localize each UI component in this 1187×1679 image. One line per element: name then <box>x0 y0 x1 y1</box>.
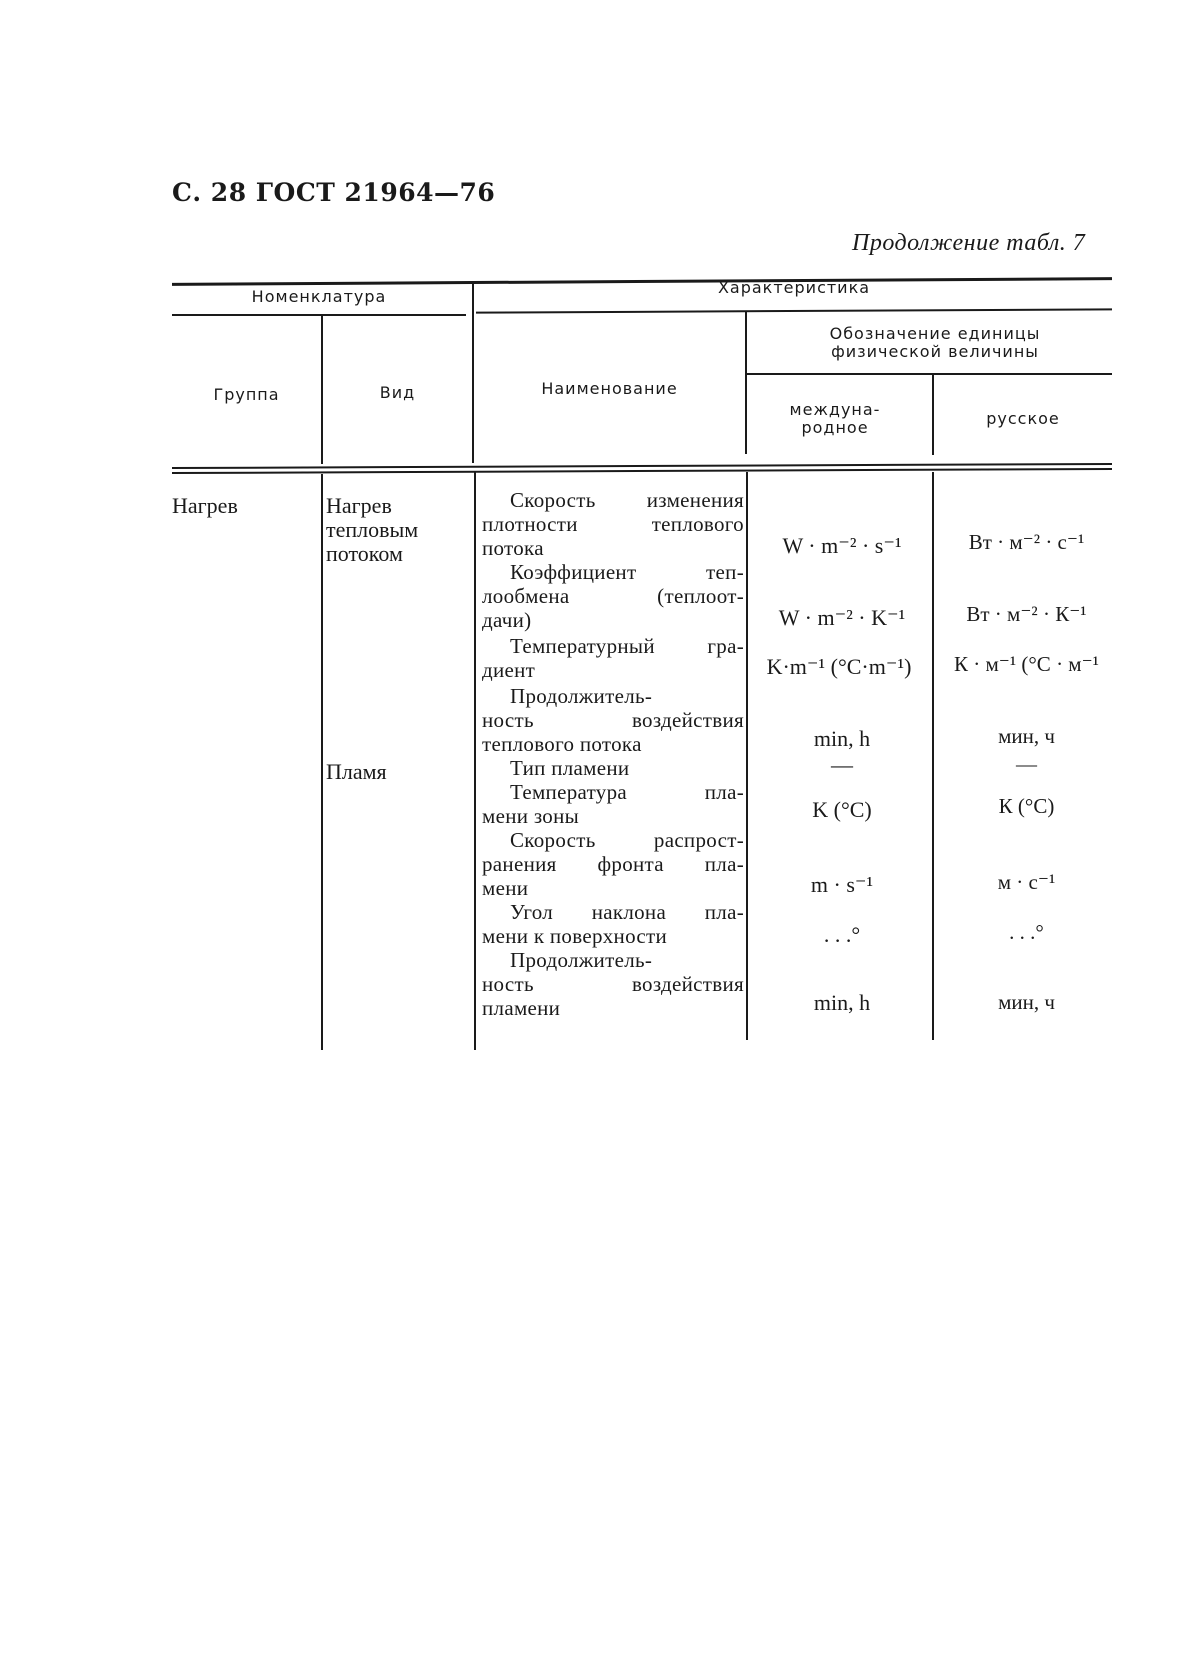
row-intl-7: m · s⁻¹ <box>810 872 874 897</box>
row-intl-8: . . .° <box>823 922 861 947</box>
nomenclature-rule <box>172 314 466 316</box>
group-heating: Нагрев <box>172 493 238 518</box>
row-name-3: Температурный гра- диент <box>482 634 744 682</box>
col-divider-2-body <box>474 472 476 1050</box>
row-rus-4: мин, ч <box>998 724 1055 748</box>
header-bottom-rule-2 <box>172 468 1112 474</box>
header-russian: русское <box>986 409 1060 428</box>
row-rus-3: К · м⁻¹ (°С · м⁻¹ <box>954 652 1099 676</box>
row-name-7: Скорость распрост- ранения фронта пла- мени <box>482 828 744 900</box>
row-rus-8: . . .° <box>1009 920 1044 944</box>
row-intl-4: min, h <box>813 726 871 751</box>
col-divider-2 <box>472 283 474 463</box>
characteristic-rule <box>476 308 1112 313</box>
row-rus-2: Вт · м⁻² · К⁻¹ <box>966 602 1087 626</box>
row-rus-6: К (°С) <box>998 794 1055 818</box>
row-name-9: Продолжитель- ность воздействия пламени <box>482 948 744 1020</box>
row-name-4: Продолжитель- ность воздействия теплового потока <box>482 684 744 756</box>
row-name-5: Тип пламени <box>510 756 630 780</box>
header-name: Наименование <box>541 379 678 398</box>
header-international: междуна-родное <box>789 400 881 437</box>
row-intl-2: W · m⁻² · K⁻¹ <box>778 605 906 630</box>
header-nomenclature: Номенклатура <box>251 287 387 306</box>
row-intl-1: W · m⁻² · s⁻¹ <box>782 533 902 558</box>
header-characteristic: Характеристика <box>717 278 871 297</box>
row-intl-3: K·m⁻¹ (°C·m⁻¹) <box>766 654 912 679</box>
row-name-6: Температура пла- мени зоны <box>482 780 744 828</box>
row-rus-5: — <box>1016 752 1037 776</box>
header-unit-designation: Обозначение единицы физической величины <box>829 324 1041 361</box>
row-rus-9: мин, ч <box>998 990 1055 1014</box>
header-group: Группа <box>213 385 280 404</box>
unit-rule <box>745 373 1112 375</box>
col-divider-3-body <box>746 472 748 1040</box>
page-header: С. 28 ГОСТ 21964—76 <box>172 178 496 207</box>
col-divider-3 <box>745 312 747 454</box>
kind-heat-flux: Нагрев тепловым потоком <box>326 493 419 566</box>
row-intl-9: min, h <box>813 990 871 1015</box>
kind-flame: Пламя <box>326 759 387 784</box>
row-rus-1: Вт · м⁻² · с⁻¹ <box>968 530 1085 554</box>
row-intl-6: K (°C) <box>812 797 872 822</box>
row-name-2: Коэффициент теп- лообмена (теплоот- дачи) <box>482 560 744 632</box>
header-kind: Вид <box>379 383 416 402</box>
row-intl-5: — <box>831 752 853 777</box>
row-rus-7: м · с⁻¹ <box>997 870 1056 894</box>
continuation-label: Продолжение табл. 7 <box>852 230 1086 256</box>
row-name-8: Угол наклона пла- мени к поверхности <box>482 900 744 948</box>
row-name-1: Скорость изменения плотности теплового потока <box>482 488 744 560</box>
col-divider-1-body <box>321 474 323 1050</box>
